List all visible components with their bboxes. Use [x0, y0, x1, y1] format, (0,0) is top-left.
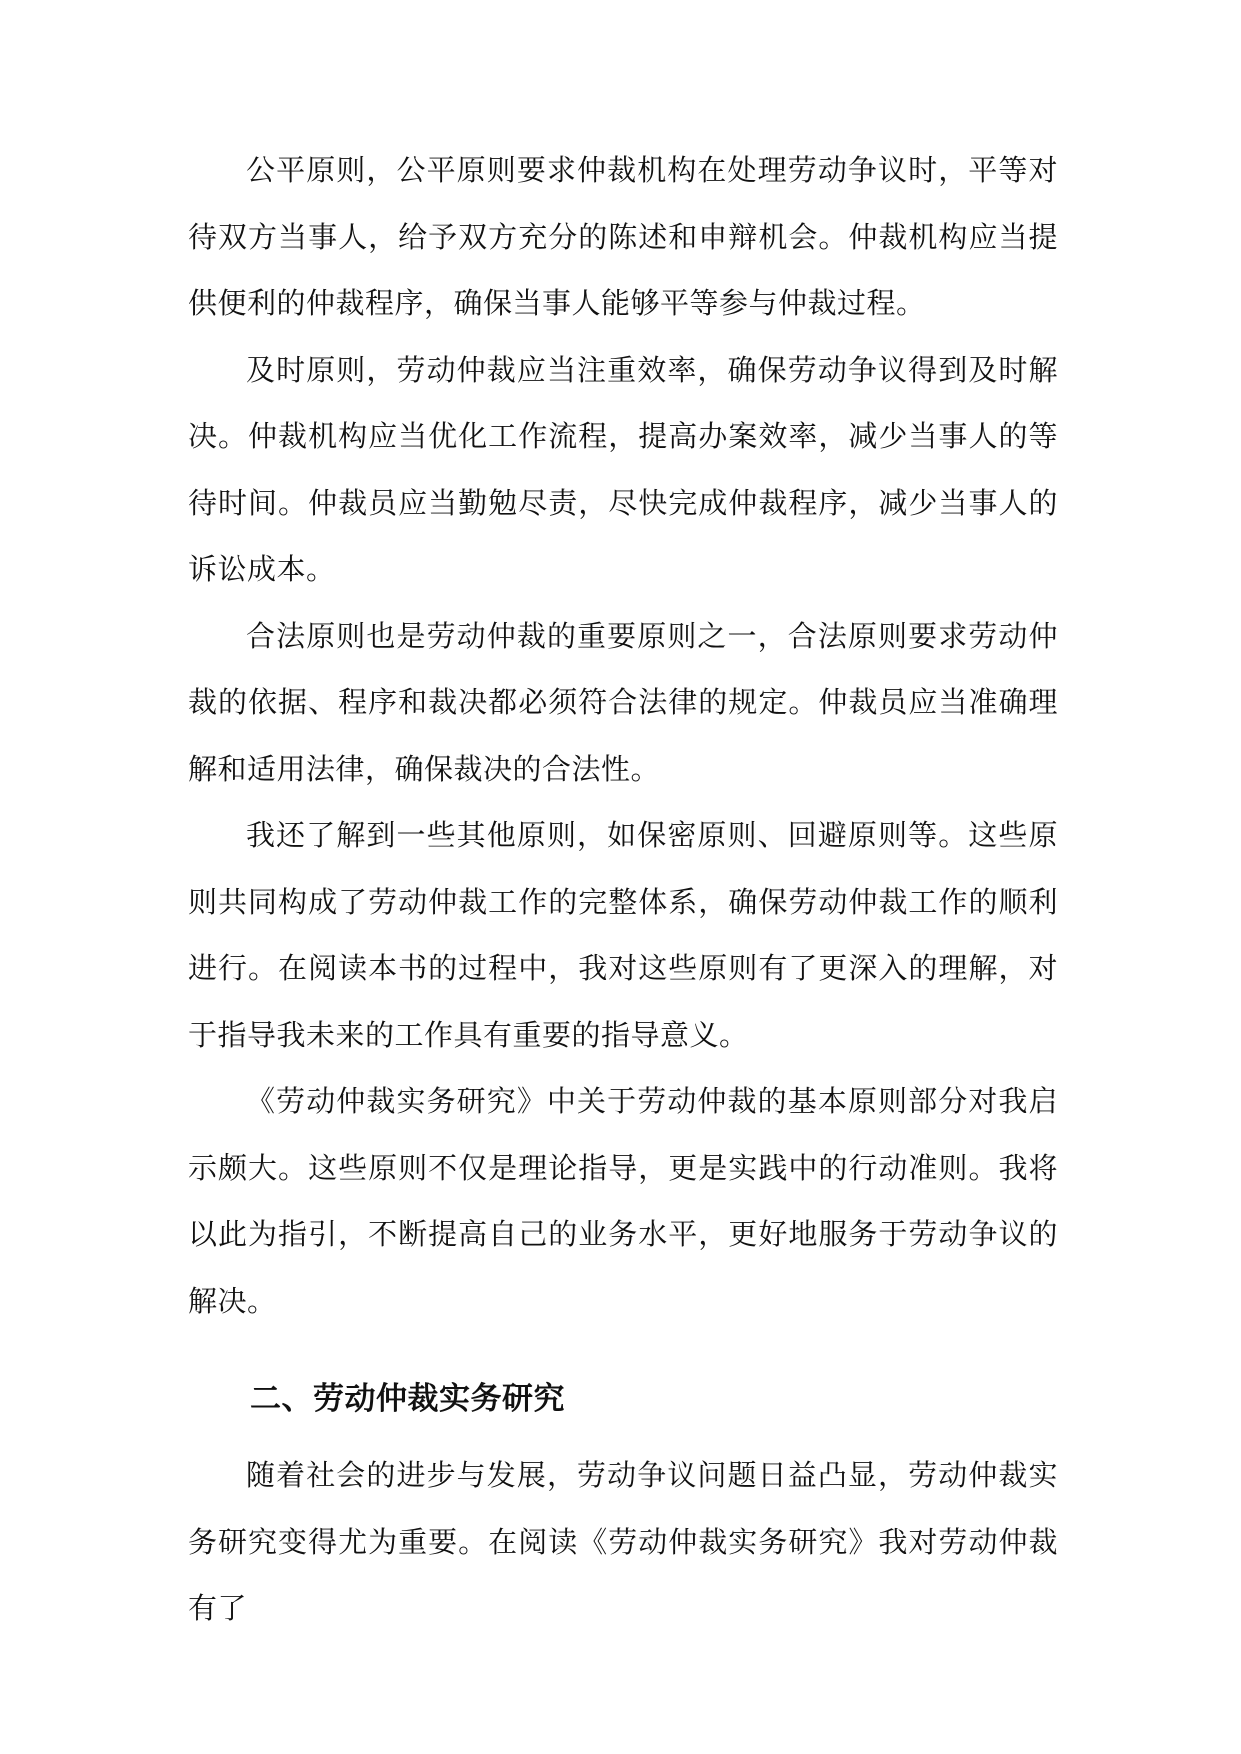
paragraph-section-intro: 随着社会的进步与发展，劳动争议问题日益凸显，劳动仲裁实务研究变得尤为重要。在阅读《劳动仲裁实务研究》我对劳动仲裁有了 — [188, 1458, 1058, 1625]
paragraph-legality-principle: 合法原则也是劳动仲裁的重要原则之一，合法原则要求劳动仲裁的依据、程序和裁决都必须符合法律的规定。仲裁员应当准确理解和适用法律，确保裁决的合法性。 — [188, 618, 1058, 786]
paragraph-timeliness-principle: 及时原则，劳动仲裁应当注重效率，确保劳动争议得到及时解决。仲裁机构应当优化工作流程，提高办案效率，减少当事人的等待时间。仲裁员应当勤勉尽责，尽快完成仲裁程序，减少当事人的诉讼成本。 — [188, 352, 1058, 586]
paragraph-other-principles: 我还了解到一些其他原则，如保密原则、回避原则等。这些原则共同构成了劳动仲裁工作的完整体系，确保劳动仲裁工作的顺利进行。在阅读本书的过程中，我对这些原则有了更深入的理解，对于指导我未来的工作具有重要的指导意义。 — [188, 818, 1058, 1052]
section-heading: 二、劳动仲裁实务研究 — [250, 1381, 565, 1417]
paragraph-fairness-principle: 公平原则，公平原则要求仲裁机构在处理劳动争议时，平等对待双方当事人，给予双方充分的陈述和申辩机会。仲裁机构应当提供便利的仲裁程序，确保当事人能够平等参与仲裁过程。 — [188, 153, 1058, 320]
document-body — [188, 137, 1058, 1642]
paragraph-principles-summary: 《劳动仲裁实务研究》中关于劳动仲裁的基本原则部分对我启示颇大。这些原则不仅是理论指导，更是实践中的行动准则。我将以此为指引，不断提高自己的业务水平，更好地服务于劳动争议的解决。 — [188, 1084, 1058, 1318]
